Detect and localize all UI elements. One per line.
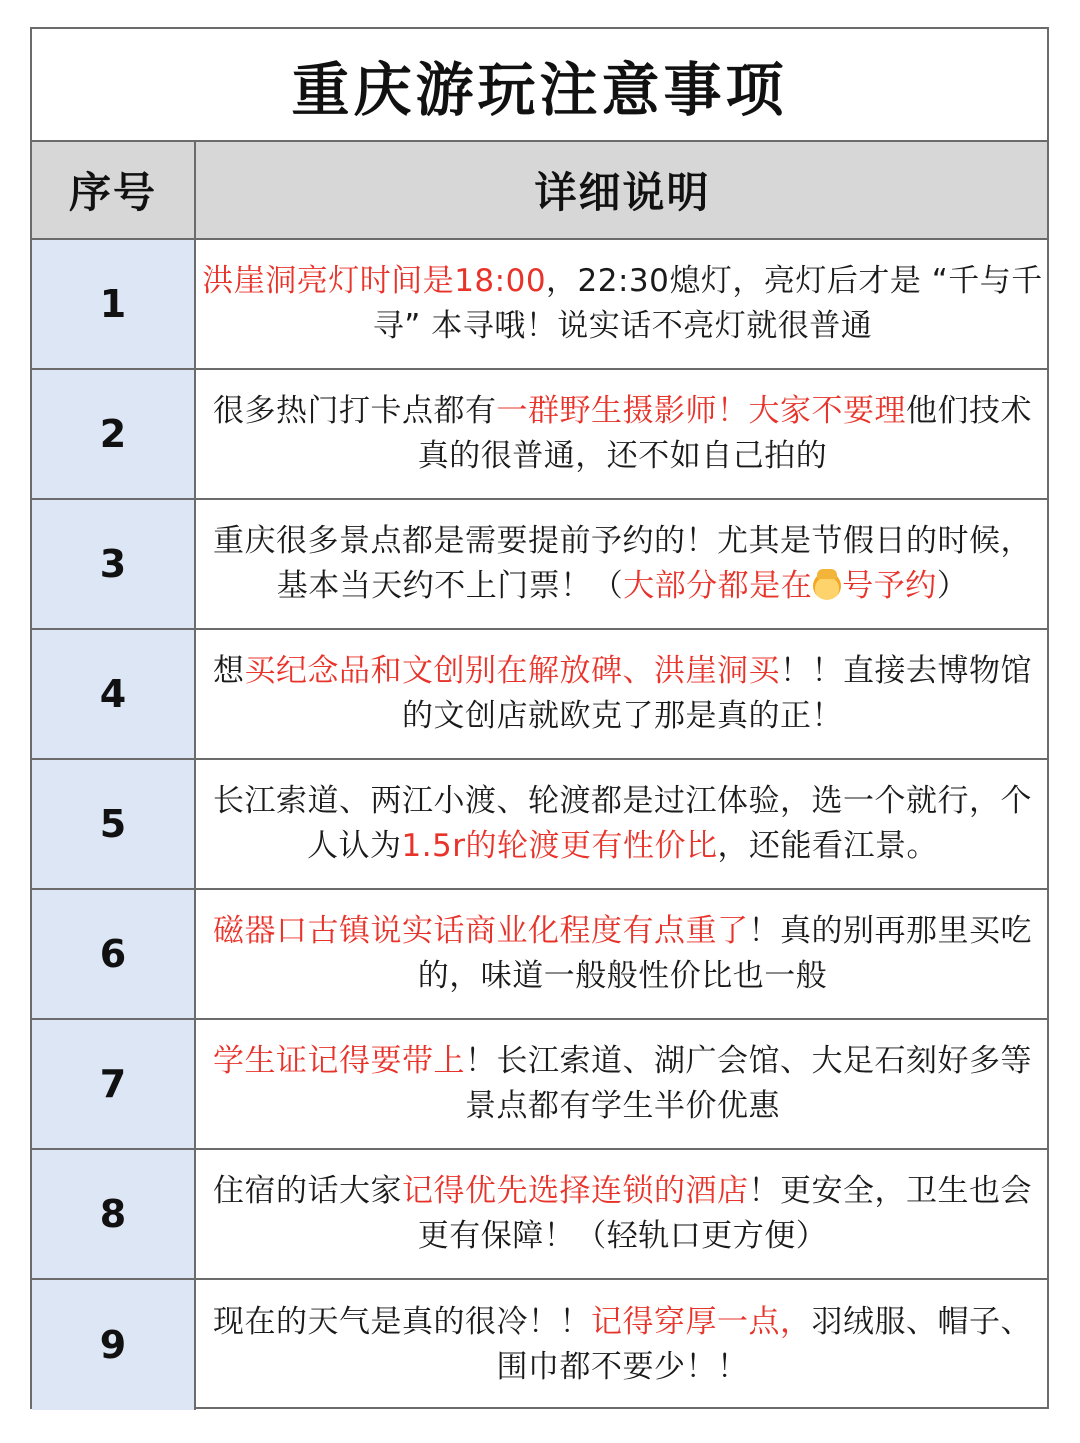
table-row xyxy=(32,500,1047,630)
detail-text-segment: 想 xyxy=(213,653,245,689)
highlight-text: 1.5r的轮渡更有性价比 xyxy=(401,828,718,864)
row-detail-text xyxy=(202,519,1043,609)
table-row xyxy=(32,890,1047,1020)
row-number: 3 xyxy=(99,542,127,586)
row-num-cell xyxy=(32,760,196,888)
title-row xyxy=(32,29,1047,142)
row-detail-cell xyxy=(196,500,1047,628)
row-number: 6 xyxy=(99,932,127,976)
row-number: 2 xyxy=(99,412,127,456)
row-num-cell xyxy=(32,630,196,758)
detail-text-segment: ，22:30熄灯，亮灯后才是 “千与千寻” 本寻哦！说实话不亮灯就很普通 xyxy=(372,263,1043,344)
table-row xyxy=(32,370,1047,500)
highlight-text: 一群野生摄影师！大家不要理 xyxy=(496,393,906,429)
row-detail-text xyxy=(202,259,1043,349)
table-row xyxy=(32,240,1047,370)
highlight-text: 买纪念品和文创别在解放碑、洪崖洞买 xyxy=(244,653,780,689)
highlight-text: 记得优先选择连锁的酒店 xyxy=(402,1173,749,1209)
row-num-cell xyxy=(32,500,196,628)
row-detail-text xyxy=(202,909,1043,999)
row-num-cell xyxy=(32,1150,196,1278)
detail-text-segment: 很多热门打卡点都有 xyxy=(213,393,497,429)
header-num-cell xyxy=(32,142,196,238)
detail-text-segment: 长江索道、两江小渡、轮渡都是过江体验，选一个就行，个人认为 xyxy=(213,783,1032,864)
detail-text-segment: ！真的别再那里买吃的，味道一般般性价比也一般 xyxy=(417,913,1032,994)
detail-text-segment: ！更安全，卫生也会更有保障！（轻轨口更方便） xyxy=(417,1173,1032,1254)
row-detail-cell xyxy=(196,1020,1047,1148)
detail-text-segment: ） xyxy=(936,568,969,604)
row-detail-text xyxy=(202,1300,1043,1390)
row-num-cell xyxy=(32,1020,196,1148)
detail-text-segment: 羽绒服、帽子、围巾都不要少！！ xyxy=(496,1304,1032,1385)
table-header xyxy=(32,142,1047,240)
highlight-text: 学生证记得要带上 xyxy=(213,1043,465,1079)
table-row xyxy=(32,1020,1047,1150)
row-number: 4 xyxy=(99,672,127,716)
row-number: 9 xyxy=(99,1323,127,1367)
row-num-cell xyxy=(32,240,196,368)
row-num-cell xyxy=(32,370,196,498)
row-detail-cell xyxy=(196,890,1047,1018)
notes-table xyxy=(30,27,1049,1409)
header-detail-cell xyxy=(196,142,1047,238)
table-row xyxy=(32,760,1047,890)
row-detail-text xyxy=(202,649,1043,739)
row-number: 5 xyxy=(99,802,127,846)
highlight-text: 记得穿厚一点， xyxy=(591,1304,812,1340)
detail-text-segment: ！长江索道、湖广会馆、大足石刻好多等景点都有学生半价优惠 xyxy=(465,1043,1032,1124)
table-row xyxy=(32,1150,1047,1280)
highlight-text: 大部分都是在 xyxy=(623,568,813,604)
row-num-cell xyxy=(32,1280,196,1410)
row-num-cell xyxy=(32,890,196,1018)
detail-text-segment: 住宿的话大家 xyxy=(213,1173,402,1209)
row-detail-cell xyxy=(196,1150,1047,1278)
detail-text-segment: ，还能看江景。 xyxy=(717,828,939,864)
detail-text-segment: 现在的天气是真的很冷！！ xyxy=(213,1304,591,1340)
row-detail-text xyxy=(202,779,1043,869)
table-row xyxy=(32,1280,1047,1410)
table-body xyxy=(32,240,1047,1410)
page-title: 重庆游玩注意事项 xyxy=(291,55,788,124)
row-number: 7 xyxy=(99,1062,127,1106)
header-num-label: 序号 xyxy=(68,168,157,217)
detail-text-segment: ！！直接去博物馆的文创店就欧克了那是真的正！ xyxy=(402,653,1032,734)
highlight-text: 磁器口古镇说实话商业化程度有点重了 xyxy=(213,913,749,949)
row-detail-cell xyxy=(196,1280,1047,1410)
person-icon xyxy=(813,572,841,600)
table-row xyxy=(32,630,1047,760)
row-number: 8 xyxy=(99,1192,127,1236)
highlight-text: 洪崖洞亮灯时间是18:00 xyxy=(202,263,547,299)
row-detail-cell xyxy=(196,370,1047,498)
row-detail-cell xyxy=(196,630,1047,758)
row-number: 1 xyxy=(99,282,127,326)
row-detail-text xyxy=(202,389,1043,479)
row-detail-cell xyxy=(196,760,1047,888)
detail-text-segment: 重庆很多景点都是需要提前予约的！尤其是节假日的时候，基本当天约不上门票！（ xyxy=(213,523,1032,604)
detail-text-segment: 他们技术真的很普通，还不如自己拍的 xyxy=(417,393,1032,474)
header-detail-label: 详细说明 xyxy=(534,168,711,217)
row-detail-text xyxy=(202,1169,1043,1259)
highlight-text: 号予约 xyxy=(842,568,937,604)
row-detail-text xyxy=(202,1039,1043,1129)
row-detail-cell xyxy=(196,240,1047,368)
